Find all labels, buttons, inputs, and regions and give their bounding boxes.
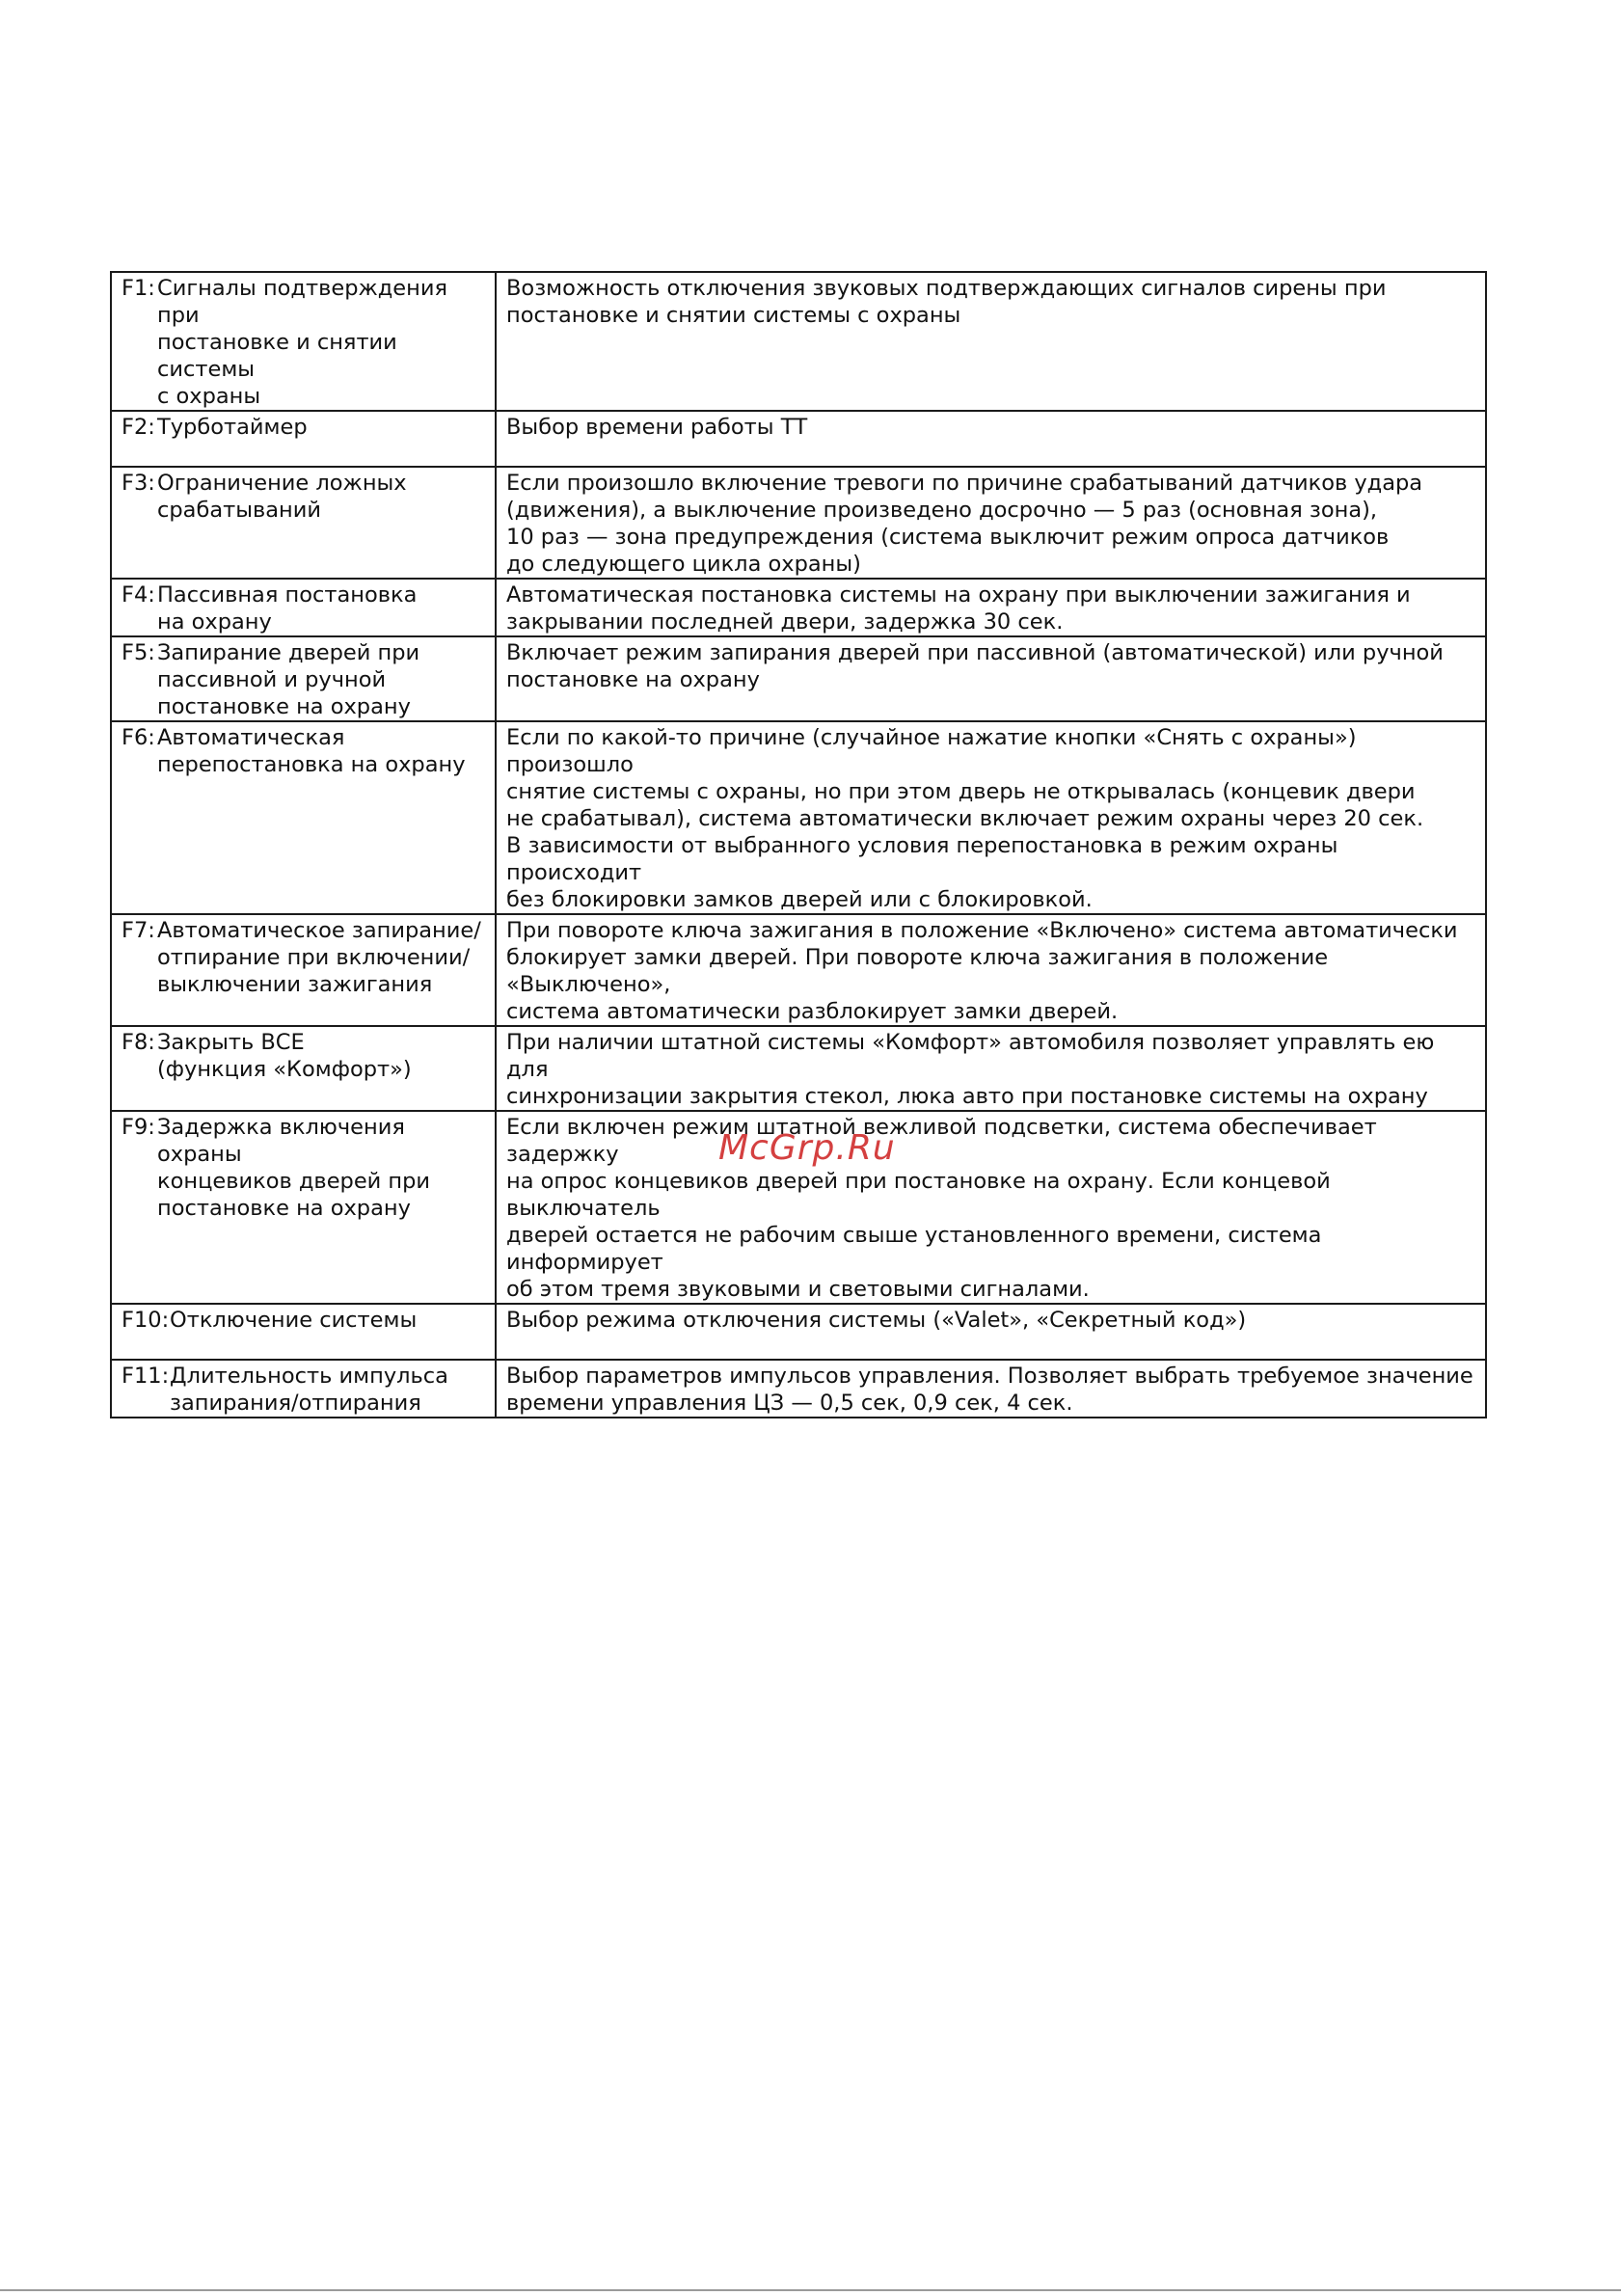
table-row	[111, 411, 1486, 467]
function-code: F8:	[122, 1030, 155, 1055]
function-description: Выбор параметров импульсов управления. Позволяет выбрать требуемое значение времени управления ЦЗ — 0,5 сек, 0,9 сек, 4 сек.	[496, 1360, 1486, 1418]
function-name-cell	[111, 1026, 496, 1111]
function-code: F10:	[122, 1308, 170, 1333]
function-code: F3:	[122, 471, 155, 496]
function-label: Запирание дверей при пассивной и ручной постановке на охрану	[157, 640, 420, 719]
table-row	[111, 636, 1486, 721]
function-description: Выбор времени работы ТТ	[496, 411, 1486, 467]
function-name-cell	[111, 636, 496, 721]
function-code: F7:	[122, 918, 155, 943]
function-description: Выбор режима отключения системы («Valet», «Секретный код»)	[496, 1304, 1486, 1360]
function-code: F4:	[122, 582, 155, 608]
function-description: При повороте ключа зажигания в положение «Включено» система автоматически блокирует замки дверей. При повороте ключа зажигания в положение «Выключено», система автоматически разблокирует замки дверей.	[496, 914, 1486, 1026]
function-code: F9:	[122, 1115, 155, 1140]
function-label: Автоматическое запирание/ отпирание при включении/ выключении зажигания	[157, 918, 481, 997]
function-description: Автоматическая постановка системы на охрану при выключении зажигания и закрывании последней двери, задержка 30 сек.	[496, 579, 1486, 636]
table-row	[111, 721, 1486, 914]
function-description: При наличии штатной системы «Комфорт» автомобиля позволяет управлять ею для синхронизации закрытия стекол, люка авто при постановке системы на охрану	[496, 1026, 1486, 1111]
function-code: F2:	[122, 415, 155, 440]
table-row	[111, 914, 1486, 1026]
function-code: F11:	[122, 1364, 170, 1389]
page-bottom-rule	[0, 2289, 1621, 2291]
table-row	[111, 579, 1486, 636]
function-name-cell	[111, 1360, 496, 1418]
function-code: F6:	[122, 725, 155, 750]
function-label: Длительность импульса запирания/отпирания	[170, 1364, 448, 1416]
function-label: Сигналы подтверждения при постановке и снятии системы с охраны	[157, 276, 448, 409]
function-description: Если по какой-то причине (случайное нажатие кнопки «Снять с охраны») произошло снятие системы с охраны, но при этом дверь не открывалась (концевик двери не срабатывал), система автоматически включает режим охраны через 20 сек. В зависимости от выбранного условия перепостановка в режим охраны происходит без блокировки замков дверей или с блокировкой.	[496, 721, 1486, 914]
function-code: F1:	[122, 276, 155, 301]
function-name-cell	[111, 914, 496, 1026]
function-description: Возможность отключения звуковых подтверждающих сигналов сирены при постановке и снятии системы с охраны	[496, 272, 1486, 411]
function-description: Если произошло включение тревоги по причине срабатываний датчиков удара (движения), а выключение произведено досрочно — 5 раз (основная зона), 10 раз — зона предупреждения (система выключит режим опроса датчиков до следующего цикла охраны)	[496, 467, 1486, 579]
function-code: F5:	[122, 640, 155, 665]
function-name-cell	[111, 272, 496, 411]
function-label: Закрыть ВСЕ (функция «Комфорт»)	[157, 1030, 412, 1082]
table-row	[111, 1304, 1486, 1360]
functions-table	[110, 271, 1487, 1418]
table-row	[111, 1026, 1486, 1111]
table-row	[111, 467, 1486, 579]
function-label: Задержка включения охраны концевиков дверей при постановке на охрану	[157, 1115, 431, 1221]
watermark: McGrp.Ru	[718, 1128, 896, 1168]
function-label: Пассивная постановка на охрану	[157, 582, 418, 635]
function-name-cell	[111, 1304, 496, 1360]
function-label: Автоматическая перепостановка на охрану	[157, 725, 466, 777]
function-label: Турботаймер	[157, 415, 308, 440]
function-description: Включает режим запирания дверей при пассивной (автоматической) или ручной постановке на охрану	[496, 636, 1486, 721]
table-row	[111, 1360, 1486, 1418]
function-name-cell	[111, 1111, 496, 1304]
function-label: Ограничение ложных срабатываний	[157, 471, 407, 523]
function-label: Отключение системы	[170, 1308, 418, 1333]
function-name-cell	[111, 579, 496, 636]
table-row	[111, 272, 1486, 411]
function-name-cell	[111, 467, 496, 579]
function-name-cell	[111, 721, 496, 914]
function-name-cell	[111, 411, 496, 467]
function-description: Если включен режим штатной вежливой подсветки, система обеспечивает задержку на опрос концевиков дверей при постановке на охрану. Если концевой выключатель дверей остается не рабочим свыше установленного времени, система информирует об этом тремя звуковыми и световыми сигналами.	[496, 1111, 1486, 1304]
